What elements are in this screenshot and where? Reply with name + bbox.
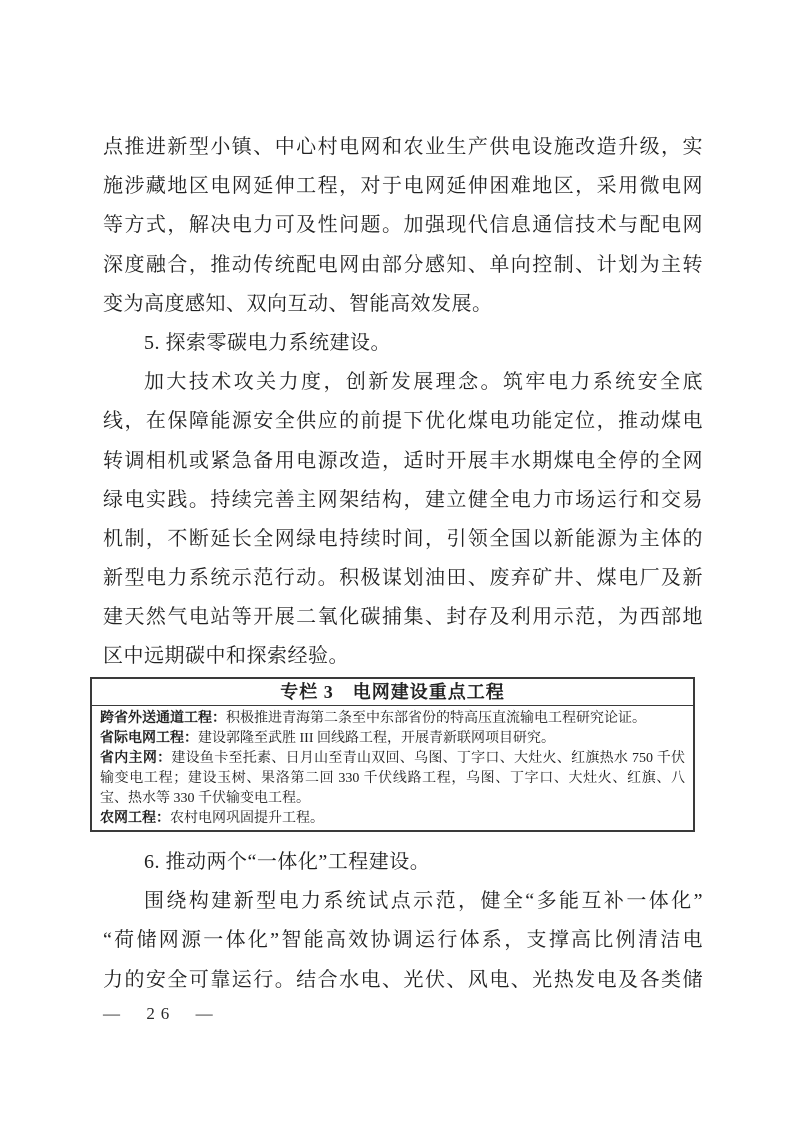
text-line: 力的安全可靠运行。结合水电、光伏、风电、光热发电及各类储 (103, 968, 703, 991)
paragraph-block-bottom (103, 843, 703, 1000)
page-number: — 26 — (103, 1004, 219, 1023)
text-line: 绿电实践。持续完善主网架结构，建立健全电力市场运行和交易 (103, 488, 703, 511)
paragraph-block-top (103, 128, 703, 677)
text-line: 机制，不断延长全网绿电持续时间，引领全国以新能源为主体的 (103, 527, 703, 550)
text-line: 线，在保障能源安全供应的前提下优化煤电功能定位，推动煤电 (103, 410, 703, 433)
callout-entry-text: 建设鱼卡至托素、日月山至青山双回、乌图、丁字口、大灶火、红旗热水 750 千伏输变电工程；建设玉树、果洛第二回 330 千伏线路工程，乌图、丁字口、大灶火、红旗、八宝、热水等 330 千伏输变电工程。 (100, 751, 685, 806)
text-line: “荷储网源一体化”智能高效协调运行体系，支撑高比例清洁电 (103, 929, 703, 952)
callout-title: 专栏 3 电网建设重点工程 (92, 679, 693, 706)
text-line: 围绕构建新型电力系统试点示范，健全“多能互补一体化” (144, 890, 703, 913)
text-line: 施涉藏地区电网延伸工程，对于电网延伸困难地区，采用微电网 (103, 175, 703, 198)
text-line: 加大技术攻关力度，创新发展理念。筑牢电力系统安全底 (144, 371, 703, 394)
text-line: 等方式，解决电力可及性问题。加强现代信息通信技术与配电网 (103, 214, 703, 237)
text-line: 区中远期碳中和探索经验。 (103, 645, 349, 668)
text-line: 点推进新型小镇、中心村电网和农业生产供电设施改造升级，实 (103, 136, 703, 158)
callout-entry-label: 农网工程： (100, 811, 170, 826)
callout-box (90, 677, 695, 832)
text-line: 建天然气电站等开展二氧化碳捕集、封存及利用示范，为西部地 (103, 606, 703, 629)
callout-entry (100, 709, 685, 729)
text-line: 转调相机或紧急备用电源改造，适时开展丰水期煤电全停的全网 (103, 449, 703, 472)
callout-entry-text: 建设郭隆至武胜 III 回线路工程，开展青新联网项目研究。 (198, 731, 555, 746)
callout-entry-label: 省内主网： (100, 751, 172, 766)
callout-entry-text: 农村电网巩固提升工程。 (170, 811, 324, 826)
callout-entry (100, 749, 685, 809)
callout-entry-text: 积极推进青海第二条至中东部省份的特高压直流输电工程研究论证。 (226, 711, 646, 726)
callout-body (92, 706, 693, 832)
callout-entry-label: 省际电网工程： (100, 731, 198, 746)
text-line: 5. 探索零碳电力系统建设。 (144, 331, 391, 354)
callout-entry-label: 跨省外送通道工程： (100, 711, 226, 726)
text-line: 6. 推动两个“一体化”工程建设。 (144, 851, 431, 873)
text-line: 深度融合，推动传统配电网由部分感知、单向控制、计划为主转 (103, 253, 703, 276)
text-line: 变为高度感知、双向互动、智能高效发展。 (103, 292, 493, 315)
callout-entry (100, 729, 685, 749)
text-line: 新型电力系统示范行动。积极谋划油田、废弃矿井、煤电厂及新 (103, 567, 703, 590)
callout-entry (100, 809, 685, 829)
